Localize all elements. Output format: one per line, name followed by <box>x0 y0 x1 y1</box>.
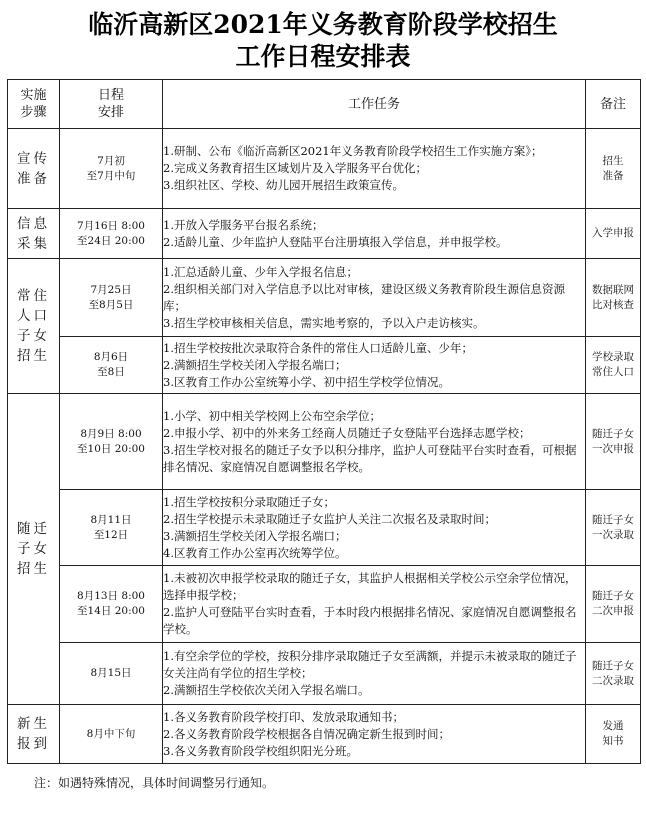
date-line: 8月15日 <box>90 667 132 679</box>
task-item: 1.研制、公布《临沂高新区2021年义务教育阶段学校招生工作实施方案》； <box>163 144 543 158</box>
task-item: 2.适龄儿童、少年监护人登陆平台注册填报入学信息，并申报学校。 <box>163 234 508 249</box>
task-cell <box>163 643 586 705</box>
table-row <box>8 337 641 394</box>
date-line: 7月16日 8:00 <box>77 219 145 232</box>
schedule-cell <box>60 490 163 566</box>
step-label: 常住 <box>17 288 50 304</box>
task-item: 2.组织相关部门对入学信息予以比对审核，建设区级义务教育阶段生源信息资源库； <box>163 281 565 313</box>
task-item: 2.满额招生学校依次关闭入学报名端口。 <box>163 683 370 697</box>
task-cell <box>163 259 586 337</box>
table-row <box>8 566 641 643</box>
schedule-cell <box>60 259 163 337</box>
note-line: 发通 <box>602 720 624 732</box>
step-label: 招生 <box>17 561 50 577</box>
task-item: 1.汇总适龄儿童、少年入学报名信息； <box>163 264 358 279</box>
date-line: 至24日 20:00 <box>77 234 145 247</box>
task-item: 3.满额招生学校关闭入学报名端口； <box>163 528 347 543</box>
note-cell <box>586 209 641 259</box>
note-cell <box>586 566 641 643</box>
table-row <box>8 490 641 566</box>
note-line: 一次申报 <box>592 442 634 455</box>
document-title-line-2: 工作日程安排表 <box>235 42 411 71</box>
table-row <box>8 129 641 209</box>
date-line: 至8月5日 <box>88 298 134 311</box>
task-item: 3.招生学校审核相关信息，需实地考察的，予以入户走访核实。 <box>163 315 485 330</box>
task-item: 3.组织社区、学校、幼儿园开展招生政策宣传。 <box>163 178 404 192</box>
schedule-cell <box>60 129 163 209</box>
task-item: 1.有空余学位的学校，按积分排序录取随迁子女至满额，并提示未被录取的随迁子女关注尚有学位的招生学校； <box>163 649 577 680</box>
date-line: 7月初 <box>97 154 125 167</box>
task-item: 1.各义务教育阶段学校打印、发放录取通知书； <box>163 709 404 724</box>
task-item: 1.开放入学服务平台报名系统； <box>163 217 324 232</box>
task-item: 2.完成义务教育招生区域划片及入学服务平台优化； <box>163 161 427 175</box>
task-item: 2.监护人可登陆平台实时查看，于本时段内根据排名情况、家庭情况自愿调整报名学校。 <box>163 605 577 636</box>
note-line: 随迁子女 <box>592 590 634 602</box>
step-label: 报到 <box>17 736 50 752</box>
note-line: 随迁子女 <box>592 427 634 440</box>
step-label: 招生 <box>17 348 50 364</box>
step-label: 准备 <box>17 170 50 187</box>
task-item: 1.招生学校按积分录取随迁子女； <box>163 494 335 509</box>
date-line: 至8日 <box>97 366 125 378</box>
schedule-cell <box>60 643 163 705</box>
step-resident <box>8 259 60 394</box>
task-item: 2.各义务教育阶段学校根据各自情况确定新生报到时间； <box>163 726 450 741</box>
date-line: 8月中下旬 <box>86 727 136 740</box>
step-label: 随迁 <box>17 521 50 537</box>
table-row <box>8 643 641 705</box>
table-row <box>8 394 641 490</box>
note-line: 常住人口 <box>592 366 634 378</box>
task-item: 2.申报小学、初中的外来务工经商人员随迁子女登陆平台选择志愿学校； <box>163 425 531 440</box>
task-item: 3.招生学校对报名的随迁子女予以积分排序，监护人可登陆平台实时查看，可根据排名情况、家庭情况自愿调整报名学校。 <box>163 442 577 474</box>
step-label: 子女 <box>17 328 50 344</box>
schedule-table <box>7 79 641 764</box>
step-new-student <box>8 705 60 764</box>
note-line: 入学申报 <box>592 227 634 239</box>
table-row <box>8 259 641 337</box>
date-line: 7月25日 <box>90 283 132 296</box>
schedule-cell <box>60 705 163 764</box>
note-line: 二次申报 <box>592 605 634 617</box>
note-line: 数据联网 <box>592 283 634 296</box>
date-line: 8月13日 8:00 <box>77 590 145 602</box>
note-cell <box>586 490 641 566</box>
date-line: 至10日 20:00 <box>77 442 145 455</box>
note-line: 比对核查 <box>592 298 634 311</box>
table-row <box>8 209 641 259</box>
note-cell <box>586 705 641 764</box>
schedule-cell <box>60 209 163 259</box>
task-cell <box>163 394 586 490</box>
table-header-row <box>8 80 641 129</box>
step-label: 信息 <box>17 215 50 232</box>
note-line: 随迁子女 <box>592 659 634 672</box>
document-title-line-1: 临沂高新区2021年义务教育阶段学校招生 <box>88 10 558 39</box>
date-line: 至12日 <box>93 528 129 541</box>
task-cell <box>163 129 586 209</box>
step-publicity <box>8 129 60 209</box>
header-schedule <box>60 80 163 129</box>
task-cell <box>163 566 586 643</box>
date-line: 8月6日 <box>93 351 129 363</box>
step-label: 宣传 <box>17 150 50 167</box>
header-step <box>8 80 60 129</box>
header-notes: 备注 <box>586 80 641 129</box>
task-item: 2.满额招生学校关闭入学报名端口； <box>163 357 347 372</box>
note-line: 招生 <box>602 154 624 167</box>
step-info <box>8 209 60 259</box>
step-label: 新生 <box>17 716 50 732</box>
task-cell <box>163 337 586 394</box>
date-line: 至14日 20:00 <box>77 605 145 617</box>
note-cell <box>586 337 641 394</box>
task-item: 2.招生学校提示未录取随迁子女监护人关注二次报名及录取时间； <box>163 511 496 526</box>
schedule-cell <box>60 337 163 394</box>
header-schedule-line: 安排 <box>97 105 124 120</box>
task-item: 3.各义务教育阶段学校组织阳光分班。 <box>163 743 358 758</box>
task-item: 3.区教育工作办公室统筹小学、初中招生学校学位情况。 <box>163 374 450 389</box>
step-label: 子女 <box>17 541 50 557</box>
note-cell <box>586 259 641 337</box>
task-cell <box>163 490 586 566</box>
note-line: 准备 <box>602 169 624 182</box>
note-cell <box>586 643 641 705</box>
note-cell <box>586 129 641 209</box>
footnote: 注：如遇特殊情况，具体时间调整另行通知。 <box>34 776 275 790</box>
note-line: 二次录取 <box>592 674 634 687</box>
schedule-cell <box>60 394 163 490</box>
note-line: 知书 <box>602 735 624 747</box>
task-cell <box>163 705 586 764</box>
task-item: 4.区教育工作办公室再次统筹学位。 <box>163 545 347 560</box>
step-label: 人口 <box>17 308 50 324</box>
task-item: 1.招生学校按批次录取符合条件的常住人口适龄儿童、少年； <box>163 340 473 355</box>
note-cell <box>586 394 641 490</box>
header-schedule-line: 日程 <box>97 88 124 103</box>
note-line: 学校录取 <box>592 351 634 363</box>
date-line: 至7月中旬 <box>86 169 136 182</box>
date-line: 8月9日 8:00 <box>80 427 142 440</box>
header-tasks: 工作任务 <box>163 80 586 129</box>
step-label: 采集 <box>17 235 50 252</box>
date-line: 8月11日 <box>90 513 132 526</box>
note-line: 一次录取 <box>592 528 634 541</box>
header-step-line: 实施 <box>20 88 47 103</box>
task-item: 1.未被初次申报学校录取的随迁子女，其监护人根据相关学校公示空余学位情况，选择申报学校； <box>163 571 577 602</box>
task-cell <box>163 209 586 259</box>
table-row <box>8 705 641 764</box>
schedule-cell <box>60 566 163 643</box>
task-item: 1.小学、初中相关学校网上公布空余学位； <box>163 408 381 423</box>
step-migrant <box>8 394 60 705</box>
header-step-line: 步骤 <box>20 105 47 120</box>
note-line: 随迁子女 <box>592 513 634 526</box>
